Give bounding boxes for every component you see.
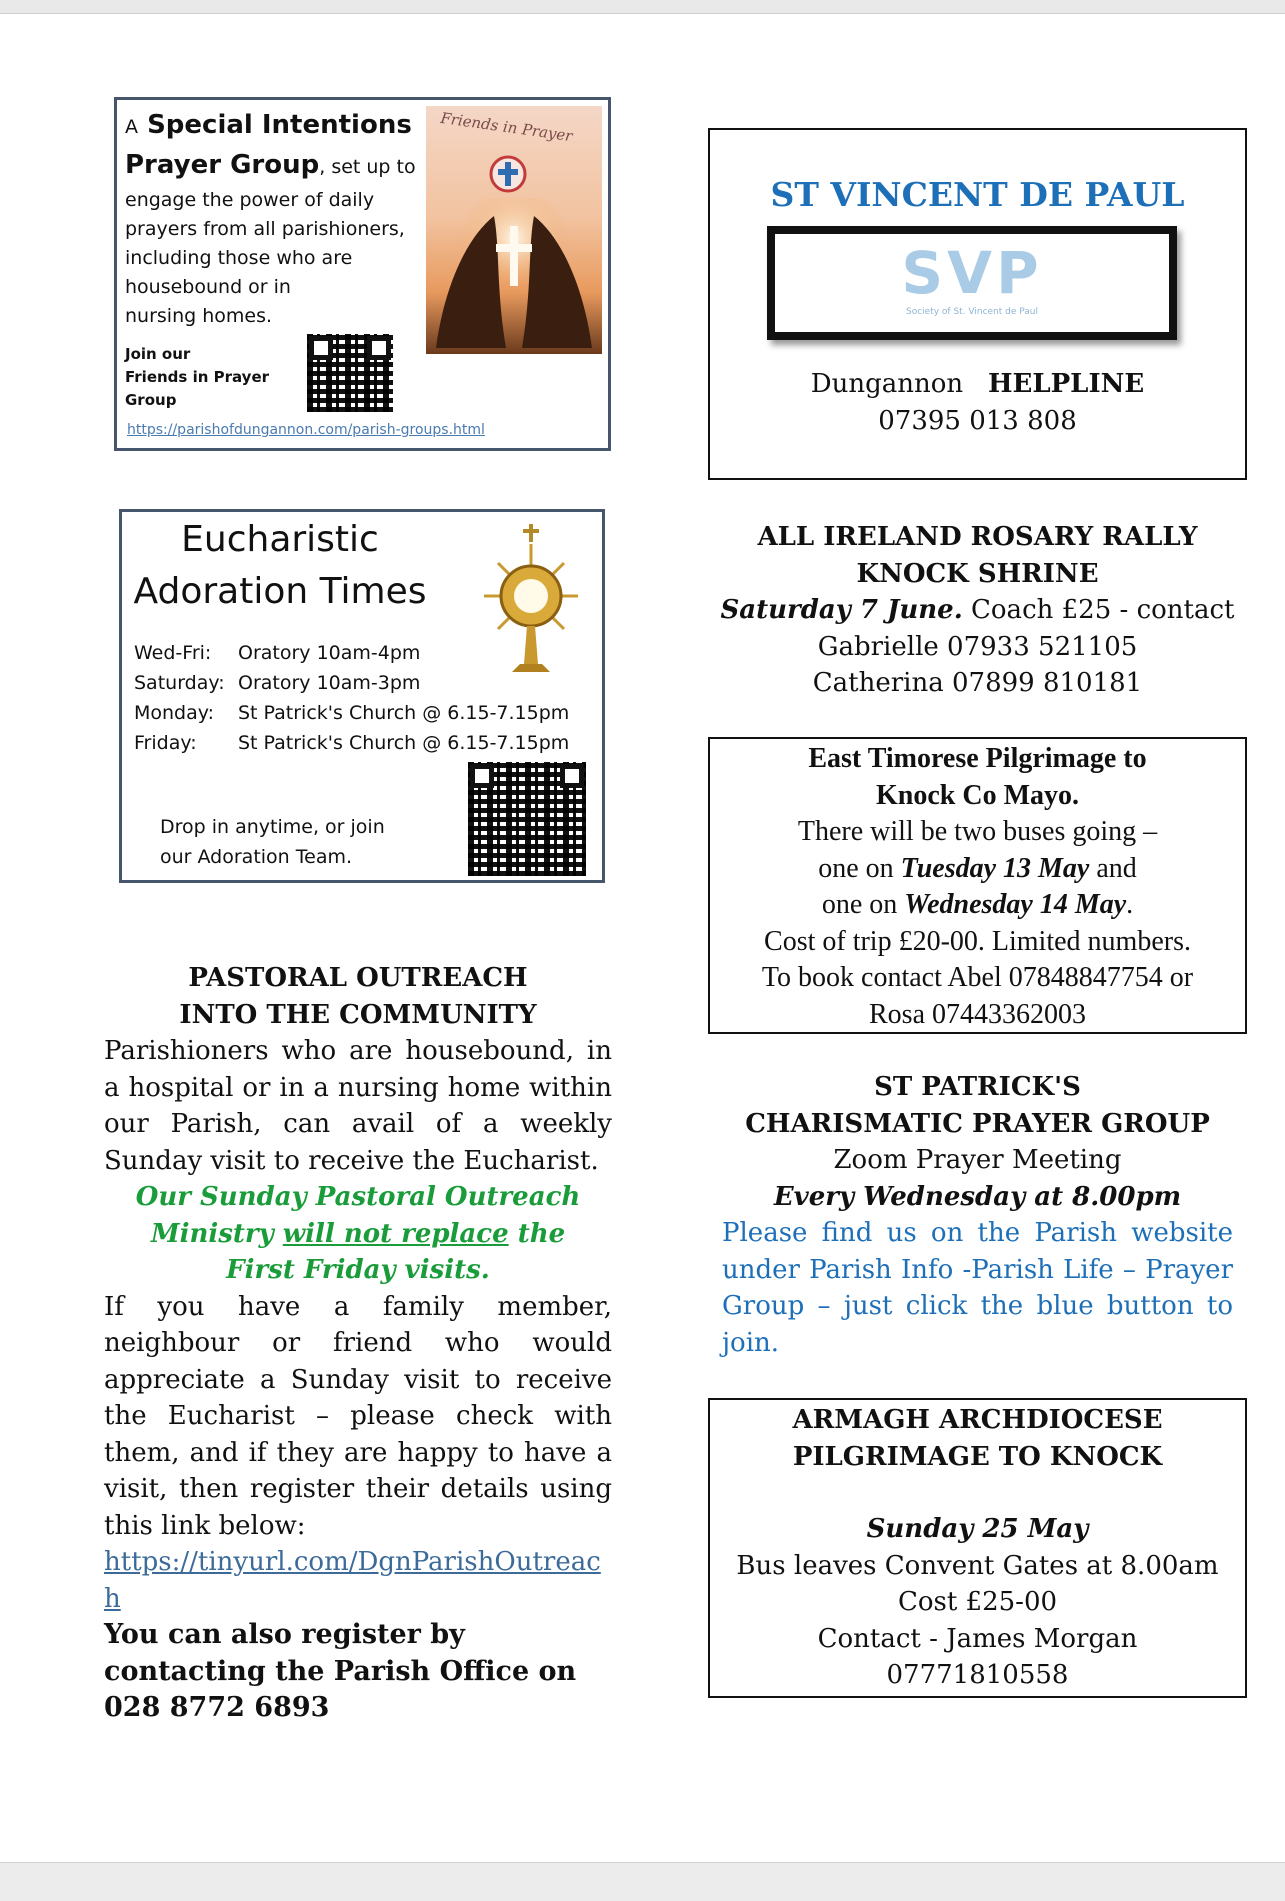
svp-helpline [710,366,1245,439]
schedule-row [134,668,569,698]
schedule-row [134,698,569,728]
timorese-line [710,887,1245,924]
timorese-line: Cost of trip £20-00. Limited numbers. [764,925,1191,957]
charismatic-prayer-section [722,1069,1233,1361]
outreach-green-1: Our Sunday Pastoral Outreach [135,1182,581,1212]
timorese-pilgrimage-box [708,737,1247,1034]
schedule-detail: St Patrick's Church @ 6.15-7.15pm [238,702,570,724]
timorese-title-2: Knock Co Mayo. [876,779,1079,811]
schedule-row [134,728,569,758]
timorese-title-1: East Timorese Pilgrimage to [808,743,1147,774]
prayer-join-line: Join our [125,345,191,363]
outreach-green-text: Ministry [150,1218,283,1249]
outreach-green-underlined: will not replace [282,1218,509,1249]
armagh-title-2: PILGRIMAGE TO KNOCK [792,1441,1163,1472]
timorese-line: To book contact Abel 07848847754 or [761,962,1194,993]
armagh-title-1: ARMAGH ARCHDIOCESE [792,1405,1163,1435]
prayer-join-line: Group [125,391,177,409]
prayer-group-body [125,186,445,331]
adoration-footer [160,812,385,872]
prayer-body-line: housebound or in [125,276,291,298]
prayer-group-link[interactable]: https://parishofdungannon.com/parish-groups.html [127,422,485,438]
schedule-row [134,638,569,668]
prayer-body-line: prayers from all parishioners, [125,218,405,240]
charismatic-schedule: Every Wednesday at 8.00pm [773,1181,1182,1212]
praying-hands-image [426,106,602,354]
svp-town: Dungannon [810,369,964,399]
photo-caption: Friends in Prayer [439,108,574,146]
outreach-link[interactable]: https://tinyurl.com/DgnParishOutreach [104,1547,601,1614]
armagh-cost: Cost £25-00 [897,1587,1058,1617]
window-top-bar [0,0,1285,14]
armagh-pilgrimage-box [708,1398,1247,1698]
timorese-line [710,851,1245,888]
timorese-line: Rosa 07443362003 [869,998,1086,1030]
adoration-schedule [134,638,569,758]
rosary-rally-section [708,519,1247,702]
adoration-title-line-2: Adoration Times [133,571,427,612]
svp-logo [767,226,1177,340]
charismatic-title-2: CHARISMATIC PRAYER GROUP [745,1108,1210,1139]
timorese-line: There will be two buses going – [797,816,1158,847]
adoration-card [119,509,605,883]
cross-emblem-icon [486,154,530,194]
adoration-qr-code [468,762,586,876]
rosary-contact: Gabrielle 07933 521105 [817,631,1138,662]
outreach-green-text: the [508,1218,566,1249]
schedule-day: Saturday: [134,672,225,694]
schedule-detail: Oratory 10am-3pm [238,672,421,694]
schedule-detail: St Patrick's Church @ 6.15-7.15pm [238,732,570,754]
adoration-footer-line: our Adoration Team. [160,846,353,868]
timorese-text: one on [821,889,905,920]
prayer-body-line: including those who are [125,247,353,269]
armagh-contact: Contact - James Morgan [817,1623,1138,1654]
adoration-title [130,514,430,618]
charismatic-title-1: ST PATRICK'S [874,1072,1081,1102]
outreach-green-3: First Friday visits. [226,1255,490,1285]
praying-hands-icon [426,198,602,354]
timorese-text: . [1126,889,1134,920]
prayer-join-text [125,343,269,412]
rosary-title-2: KNOCK SHRINE [856,558,1099,589]
prayer-group-card [114,97,611,451]
rosary-date-line [708,592,1247,629]
schedule-day: Wed-Fri: [134,642,212,664]
prayer-group-text [125,106,445,331]
armagh-phone: 07771810558 [886,1660,1069,1690]
timorese-text: and [1089,852,1137,884]
svp-logo-sub: Society of St. Vincent de Paul [905,307,1039,317]
outreach-closing: You can also register by contacting the Parish Office on 028 8772 6893 [104,1619,577,1723]
charismatic-zoom: Zoom Prayer Meeting [833,1145,1122,1175]
adoration-title-line-1: Eucharistic [181,519,379,560]
window-bottom-bar [0,1862,1285,1901]
prayer-group-title: Special Intentions Prayer Group [125,110,412,180]
schedule-day: Monday: [134,702,215,724]
outreach-heading-1: PASTORAL OUTREACH [188,963,528,993]
prayer-body-line: nursing homes. [125,305,273,327]
prayer-join-line: Friends in Prayer [125,368,270,386]
outreach-body: If you have a family member, neighbour or friend who would appreciate a Sunday visit to receive the Eucharist – please check with them, and if they are happy to have a visit, then register their details using this link below: [104,1291,612,1541]
prayer-group-title-c: , set up to [319,156,416,178]
armagh-date: Sunday 25 May [866,1514,1089,1544]
timorese-date: Wednesday 14 May [904,889,1127,920]
schedule-day: Friday: [134,732,197,754]
outreach-intro: Parishioners who are housebound, in a hospital or in a nursing home within our Parish, can avail of a weekly Sunday visit to receive the Eucharist. [104,1036,612,1176]
charismatic-website-note: Please find us on the Parish website under Parish Info -Parish Life – Prayer Group – just click the blue button to join. [722,1218,1233,1358]
rosary-contact: Catherina 07899 810181 [812,668,1143,698]
pastoral-outreach-section [104,960,612,1727]
svp-helpline-label: HELPLINE [987,369,1145,399]
timorese-date: Tuesday 13 May [900,852,1090,884]
svp-logo-text: SVP [901,239,1043,307]
adoration-footer-line: Drop in anytime, or join [160,816,385,838]
prayer-group-title-a: A [125,116,138,138]
outreach-green-2 [104,1216,612,1253]
rosary-date: Saturday 7 June. [720,595,963,625]
armagh-bus: Bus leaves Convent Gates at 8.00am [736,1550,1219,1581]
timorese-text: one on [818,852,901,884]
svp-box [708,128,1247,480]
svp-phone: 07395 013 808 [878,405,1077,436]
prayer-body-line: engage the power of daily [125,189,375,211]
rosary-coach: Coach £25 - contact [962,595,1235,625]
outreach-heading-2: INTO THE COMMUNITY [179,999,537,1030]
prayer-qr-code [307,334,393,412]
rosary-title-1: ALL IRELAND ROSARY RALLY [757,522,1198,552]
svp-title: ST VINCENT DE PAUL [770,175,1185,214]
schedule-detail: Oratory 10am-4pm [238,642,421,664]
